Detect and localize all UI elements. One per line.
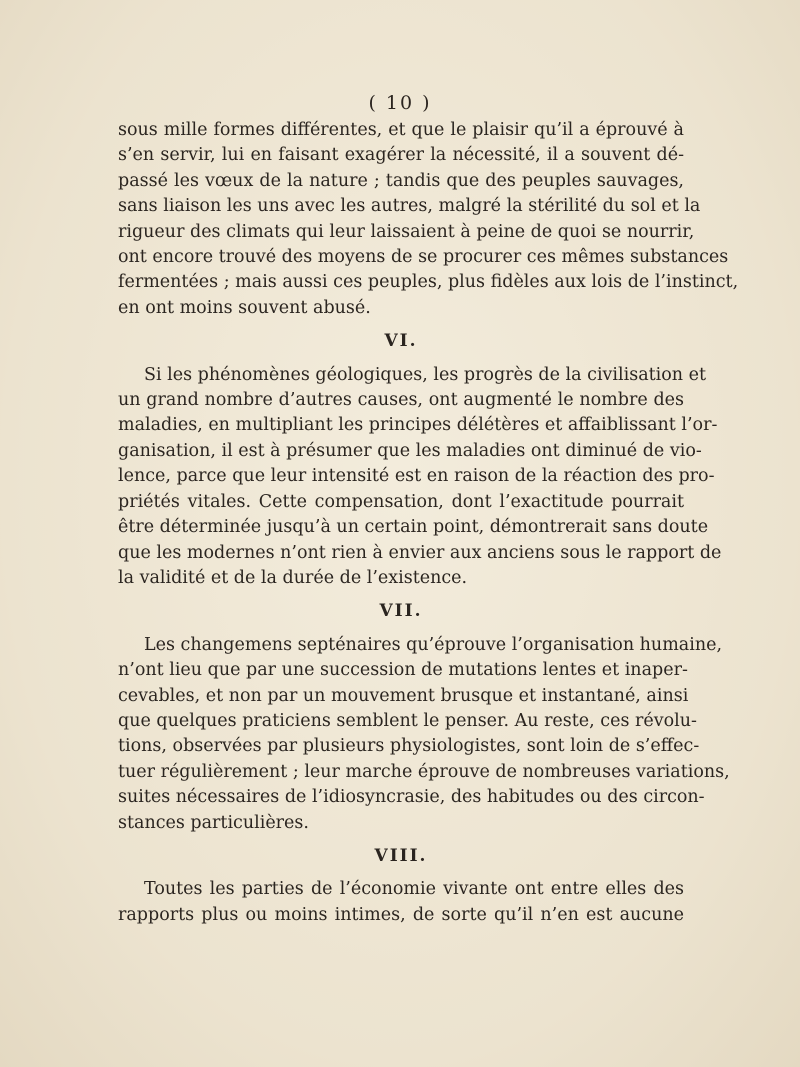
text-line: ganisation, il est à présumer que les maladies ont diminué de vio- [118, 440, 702, 461]
text-line: que les modernes n’ont rien à envier aux anciens sous le rapport de [118, 542, 722, 563]
paragraph-continued [118, 118, 739, 321]
text-line: la validité et de la durée de l’existence. [118, 567, 468, 588]
section-vii-paragraph [118, 633, 730, 836]
text-line: s’en servir, lui en faisant exagérer la nécessité, il a souvent dé- [118, 145, 684, 166]
text-line: tions, observées par plusieurs physiologistes, sont loin de s’effec- [118, 736, 700, 757]
text-line: sans liaison les uns avec les autres, malgré la stérilité du sol et la [118, 196, 701, 217]
section-viii-paragraph [118, 877, 684, 928]
section-heading-viii: VIII. [374, 845, 428, 866]
text-line: maladies, en multipliant les principes délétères et affaiblissant l’or- [118, 415, 718, 436]
text-line: sous mille formes différentes, et que le plaisir qu’il a éprouvé à [118, 120, 684, 140]
text-line: en ont moins souvent abusé. [118, 297, 371, 318]
text-line: passé les vœux de la nature ; tandis que des peuples sauvages, [118, 170, 684, 191]
text-line: cevables, et non par un mouvement brusque et instantané, ainsi [118, 685, 689, 706]
section-heading-vii: VII. [379, 601, 423, 622]
section-vi-paragraph [118, 363, 722, 592]
text-line: lence, parce que leur intensité est en raison de la réaction des pro- [118, 466, 715, 487]
section-heading-vi: VI. [384, 331, 418, 352]
text-line: priétés vitales. Cette compensation, dont l’exactitude pourrait [118, 491, 684, 512]
text-line: être déterminée jusqu’à un certain point, démontrerait sans doute [118, 517, 709, 538]
page-number: ( 10 ) [368, 92, 432, 114]
text-line: n’ont lieu que par une succession de mutations lentes et inaper- [118, 660, 688, 681]
text-line: fermentées ; mais aussi ces peuples, plus fidèles aux lois de l’instinct, [118, 272, 739, 293]
text-line: un grand nombre d’autres causes, ont augmenté le nombre des [118, 390, 684, 411]
text-line: rapports plus ou moins intimes, de sorte qu’il n’en est aucune [118, 904, 684, 925]
text-line: Toutes les parties de l’économie vivante ont entre elles des [144, 879, 684, 900]
text-line: Si les phénomènes géologiques, les progrès de la civilisation et [144, 364, 707, 385]
text-line: tuer régulièrement ; leur marche éprouve de nombreuses variations, [118, 761, 730, 782]
text-line: suites nécessaires de l’idiosyncrasie, des habitudes ou des circon- [118, 787, 705, 808]
text-line: que quelques praticiens semblent le penser. Au reste, ces révolu- [118, 710, 697, 731]
text-line: stances particulières. [118, 812, 309, 833]
page-text [118, 118, 739, 928]
text-line: ont encore trouvé des moyens de se procurer ces mêmes substances [118, 247, 729, 268]
text-line: Les changemens septénaires qu’éprouve l’organisation humaine, [144, 634, 723, 655]
text-line: rigueur des climats qui leur laissaient à peine de quoi se nourrir, [118, 221, 695, 242]
